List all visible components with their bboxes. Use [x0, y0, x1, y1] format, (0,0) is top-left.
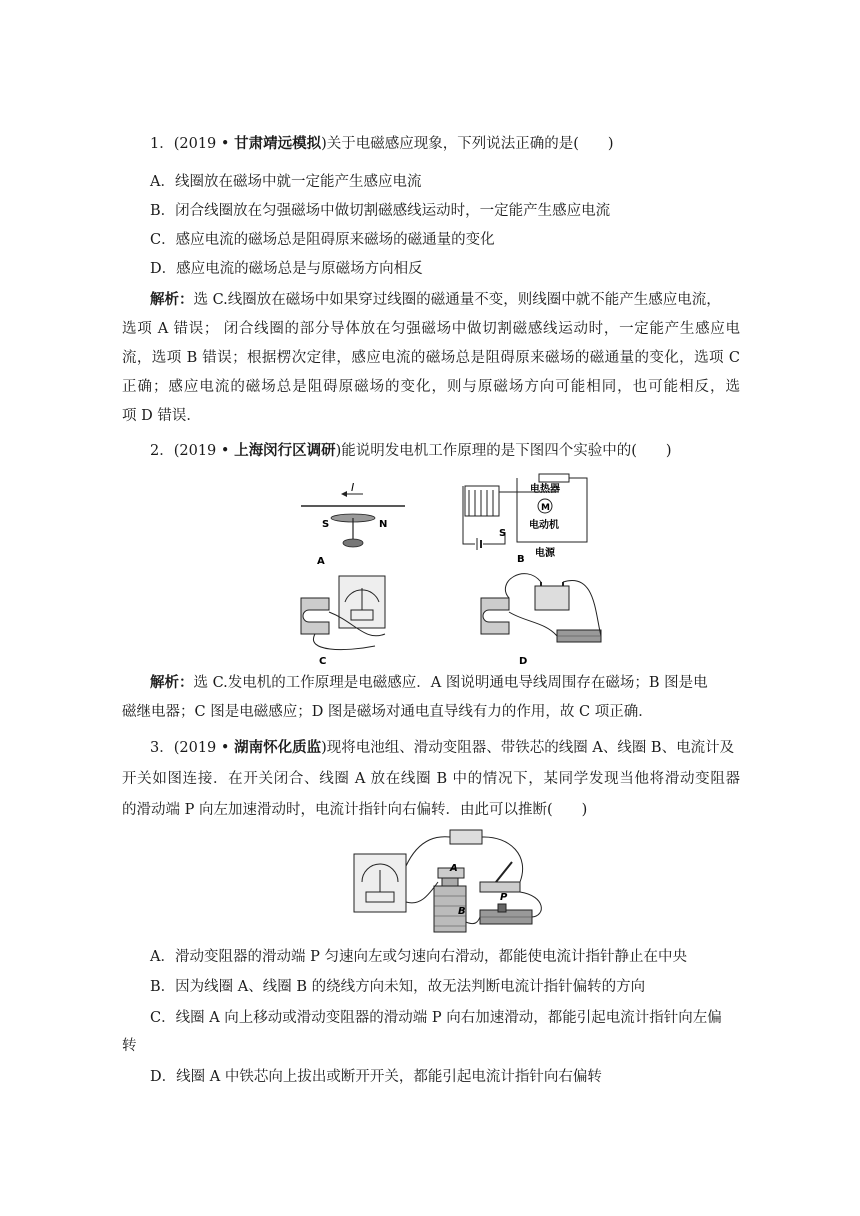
current-label: I [351, 481, 355, 494]
figure-a-label: A [317, 556, 325, 567]
q1-analysis-line-5: 项 D 错误． [122, 408, 201, 424]
pole-n-label: N [379, 519, 388, 530]
q3-stem-line-3: 的滑动端 P 向左加速滑动时，电流计指针向右偏转．由此可以推断( ) [122, 802, 588, 818]
q1-analysis-line-1: 解析：选 C.线圈放在磁场中如果穿过线圈的磁通量不变，则线圈中就不能产生感应电流， [150, 292, 721, 308]
q1-option-b: B．闭合线圈放在匀强磁场中做切割磁感线运动时，一定能产生感应电流 [150, 203, 611, 219]
q1-analysis-line-4: 正确；感应电流的磁场总是阻碍原磁场的变化，则与原磁场方向可能相同，也可能相反，选 [122, 379, 740, 395]
heater-label: 电热器 [530, 484, 560, 495]
q2-figure-b [463, 474, 587, 565]
motor-symbol: M [541, 503, 550, 513]
q3-option-a: A．滑动变阻器的滑动端 P 匀速向左或匀速向右滑动，都能使电流计指针静止在中央 [150, 949, 687, 965]
q1-option-a: A．线圈放在磁场中就一定能产生感应电流 [150, 174, 422, 190]
q2-analysis-line-2: 磁继电器；C 图是电磁感应；D 图是磁场对通电直导线有力的作用，故 C 项正确． [122, 704, 653, 720]
q1-analysis-line-3: 流，选项 B 错误；根据楞次定律，感应电流的磁场总是阻碍原来磁场的磁通量的变化，选项 C [122, 350, 740, 366]
q1-stem: 1．(2019 • 甘肃靖远模拟)关于电磁感应现象，下列说法正确的是( ) [150, 136, 614, 152]
q2-analysis-label: 解析： [150, 675, 194, 691]
q2-figure-c [301, 576, 385, 667]
pole-s-label: S [322, 519, 330, 530]
coil-b-label: B [458, 906, 466, 917]
q3-option-d: D．线圈 A 中铁芯向上拔出或断开开关，都能引起电流计指针向右偏转 [150, 1069, 602, 1085]
q1-analysis-line-2: 选项 A 错误； 闭合线圈的部分导体放在匀强磁场中做切割磁感线运动时，一定能产生感应电 [122, 321, 740, 337]
q2-number: 2．(2019 [150, 443, 217, 459]
q3-option-c: C．线圈 A 向上移动或滑动变阻器的滑动端 P 向右加速滑动，都能引起电流计指针向左偏 [150, 1010, 722, 1026]
q2-figure-a [301, 481, 405, 567]
q2-stem-text: )能说明发电机工作原理的是下图四个实验中的( ) [335, 443, 672, 459]
q3-source: 湖南怀化质监 [234, 740, 322, 756]
slider-p-label: P [500, 892, 508, 903]
q1-option-d: D．感应电流的磁场总是与原磁场方向相反 [150, 261, 423, 277]
q1-option-c: C．感应电流的磁场总是阻碍原来磁场的磁通量的变化 [150, 232, 495, 248]
q2-source: 上海闵行区调研 [234, 443, 336, 459]
q3-option-c-continued: 转 [122, 1038, 137, 1054]
q2-stem: 2．(2019 • 上海闵行区调研)能说明发电机工作原理的是下图四个实验中的( ) [150, 443, 672, 459]
q2-analysis-line-1: 解析：选 C.发电机的工作原理是电磁感应．A 图说明通电导线周围存在磁场；B 图是电 [150, 675, 708, 691]
q2-experiment-figure [295, 472, 615, 670]
q1-number: 1．(2019 [150, 136, 217, 152]
q2-figure-d [481, 574, 601, 667]
figure-c-label: C [319, 656, 327, 667]
q1-source: 甘肃靖远模拟 [234, 136, 322, 152]
coil-a-label: A [450, 863, 458, 874]
q3-option-b: B．因为线圈 A、线圈 B 的绕线方向未知，故无法判断电流计指针偏转的方向 [150, 979, 646, 995]
q3-stem-line-1: 3．(2019 • 湖南怀化质监)现将电池组、滑动变阻器、带铁芯的线圈 A、线圈 B、电流计及 [150, 740, 735, 756]
figure-b-label: B [517, 554, 525, 565]
q1-stem-text: )关于电磁感应现象，下列说法正确的是( ) [321, 136, 614, 152]
power-label: 电源 [535, 548, 555, 559]
figure-d-label: D [519, 656, 528, 667]
motor-label: 电动机 [529, 520, 559, 531]
q1-analysis-label: 解析： [150, 292, 194, 308]
switch-s-label: S [499, 528, 507, 539]
q3-stem-line-2: 开关如图连接．在开关闭合、线圈 A 放在线圈 B 中的情况下，某同学发现当他将滑动变阻器 [122, 771, 740, 787]
q3-circuit-figure [350, 826, 550, 940]
q3-number: 3．(2019 [150, 740, 217, 756]
